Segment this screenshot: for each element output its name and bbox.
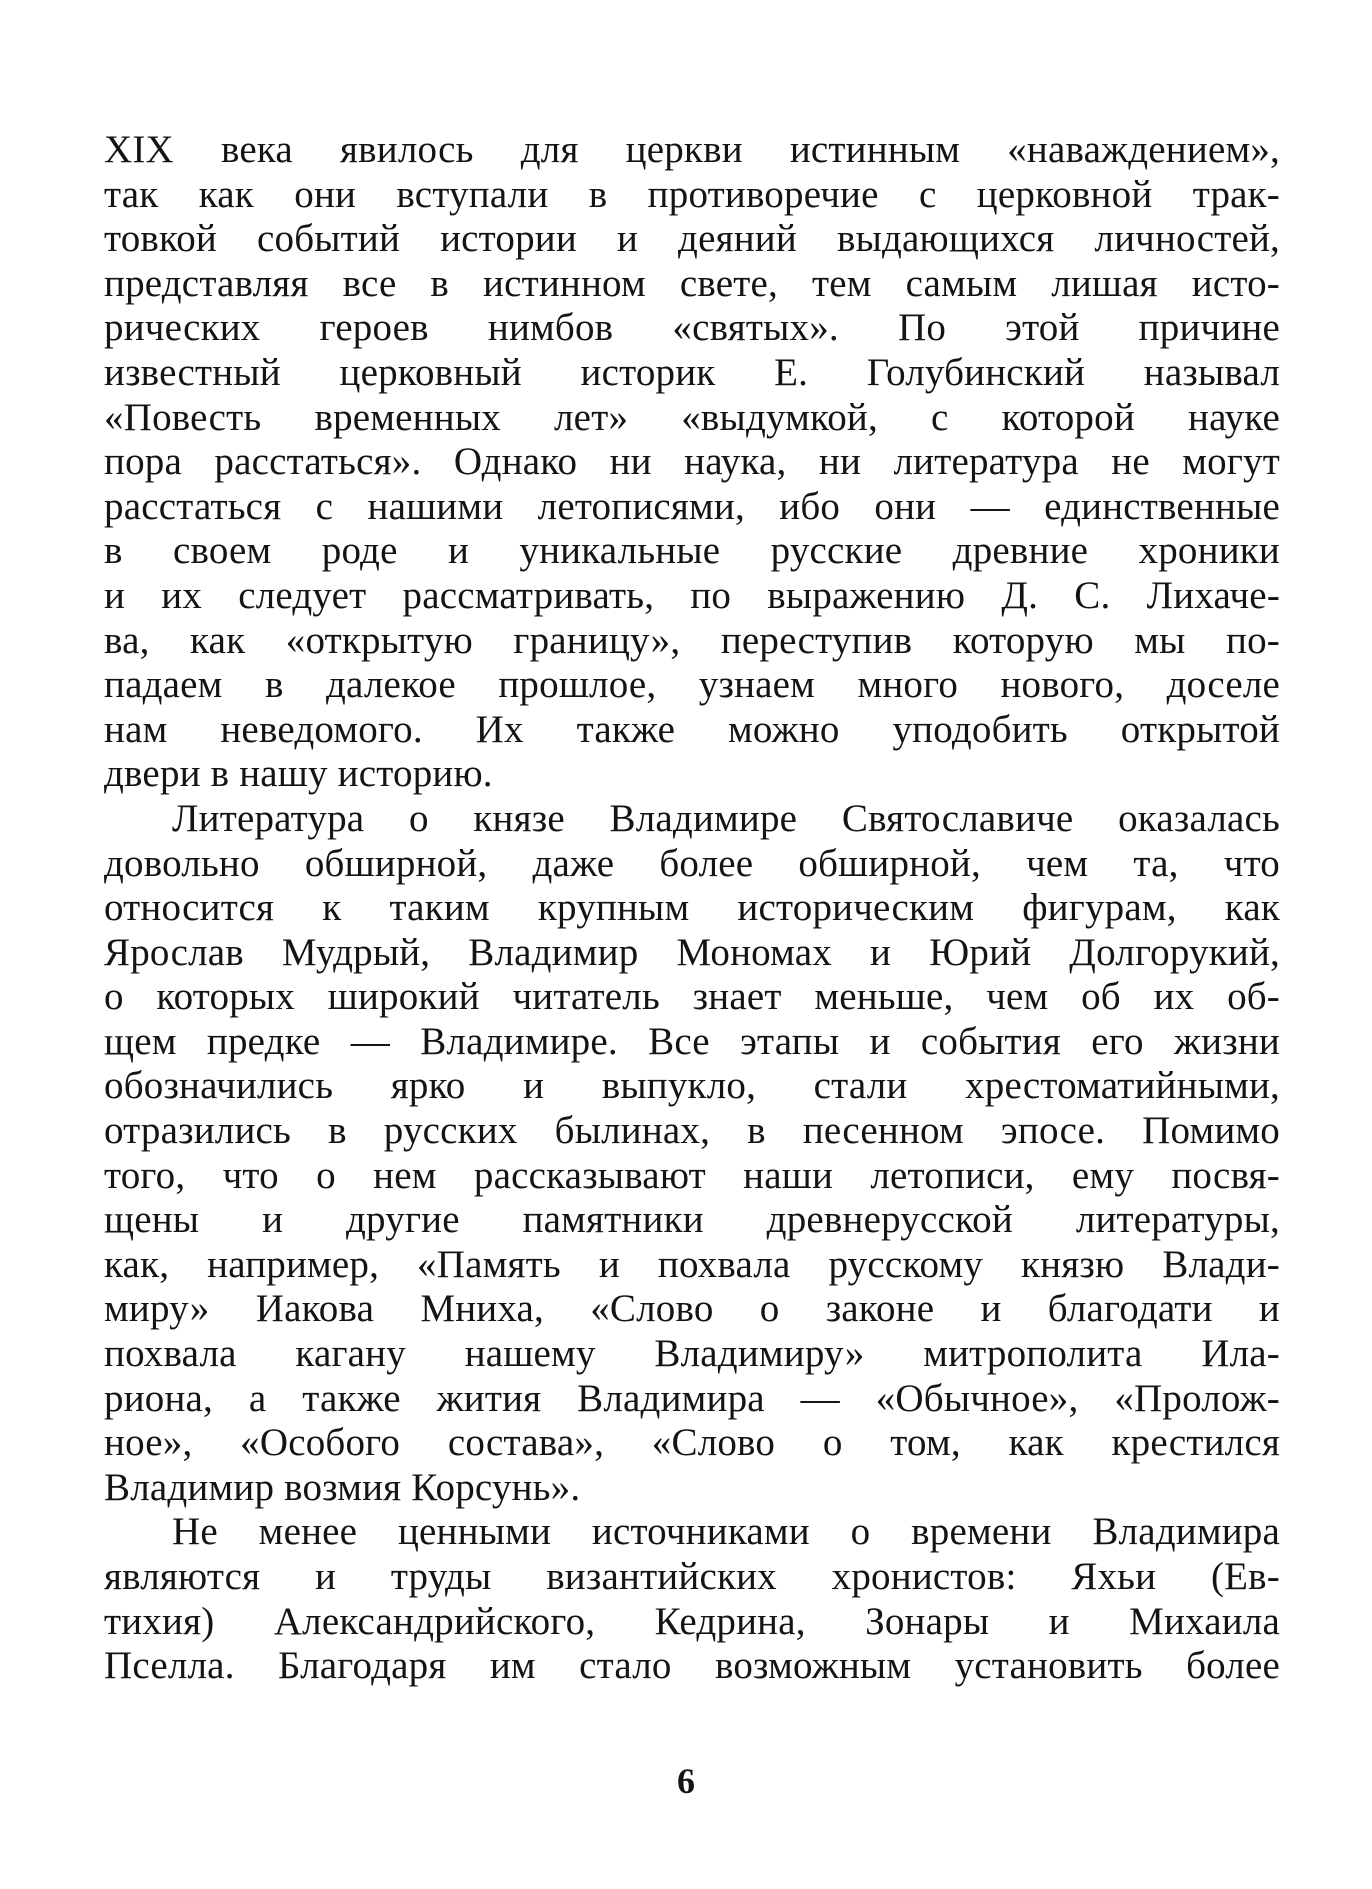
text-line: являются и труды византийских хронистов: Яхьи (Ев- (104, 1555, 1280, 1598)
text-line: пора расстаться». Однако ни наука, ни литература не могут (104, 440, 1280, 484)
text-line: падаем в далекое прошлое, узнаем много нового, доселе (104, 663, 1280, 707)
paragraph-2 (104, 797, 1280, 1511)
text-line: Ярослав Мудрый, Владимир Мономах и Юрий Долгорукий, (104, 930, 1280, 974)
text-line: двери в нашу историю. (104, 752, 493, 796)
text-line: «Повесть временных лет» «выдумкой, с которой науке (104, 395, 1280, 439)
text-line: ва, как «открытую границу», переступив которую мы по- (104, 618, 1280, 662)
text-line: известный церковный историк Е. Голубинский называл (104, 350, 1280, 394)
text-line: ное», «Особого состава», «Слово о том, как крестился (104, 1421, 1280, 1465)
text-line: Не менее ценными источниками о времени Владимира (172, 1510, 1280, 1554)
text-line: расстаться с нашими летописями, ибо они — единственные (104, 484, 1280, 528)
text-line: довольно обширной, даже более обширной, чем та, что (104, 841, 1280, 885)
body-text (104, 128, 1280, 1689)
text-line: представляя все в истинном свете, тем самым лишая исто- (104, 261, 1280, 305)
text-line: как, например, «Память и похвала русскому князю Влади- (104, 1242, 1280, 1286)
text-line: отразились в русских былинах, в песенном эпосе. Помимо (104, 1109, 1280, 1153)
text-line: и их следует рассматривать, по выражению Д. С. Лихаче- (104, 573, 1280, 617)
page-number: 6 (677, 1761, 695, 1801)
text-line: Пселла. Благодаря им стало возможным установить более (104, 1644, 1280, 1688)
text-line: щем предке — Владимире. Все этапы и события его жизни (104, 1019, 1280, 1063)
text-line: похвала кагану нашему Владимиру» митрополита Ила- (104, 1332, 1280, 1376)
paragraph-1 (104, 128, 1280, 797)
text-line: так как они вступали в противоречие с церковной трак- (104, 172, 1280, 216)
text-line: рических героев нимбов «святых». По этой причине (104, 306, 1280, 350)
text-line: XIX века явилось для церкви истинным «наваждением», (104, 128, 1280, 171)
text-line: о которых широкий читатель знает меньше, чем об их об- (104, 975, 1280, 1019)
text-line: Литература о князе Владимире Святославиче оказалась (172, 796, 1280, 840)
text-line: Владимир возмия Корсунь». (104, 1465, 581, 1509)
text-line: в своем роде и уникальные русские древние хроники (104, 529, 1280, 573)
text-line: относится к таким крупным историческим фигурам, как (104, 886, 1280, 930)
text-line: товкой событий истории и деяний выдающихся личностей, (104, 217, 1280, 261)
text-line: нам неведомого. Их также можно уподобить открытой (104, 707, 1280, 751)
text-line: обозначились ярко и выпукло, стали хрестоматийными, (104, 1064, 1280, 1108)
text-line: того, что о нем рассказывают наши летописи, ему посвя- (104, 1153, 1280, 1197)
paragraph-3 (104, 1510, 1280, 1688)
text-line: тихия) Александрийского, Кедрина, Зонары и Михаила (104, 1599, 1280, 1643)
text-line: риона, а также жития Владимира — «Обычное», «Пролож- (104, 1376, 1280, 1420)
text-line: миру» Иакова Мниха, «Слово о законе и благодати и (104, 1287, 1280, 1331)
text-line: щены и другие памятники древнерусской литературы, (104, 1198, 1280, 1242)
